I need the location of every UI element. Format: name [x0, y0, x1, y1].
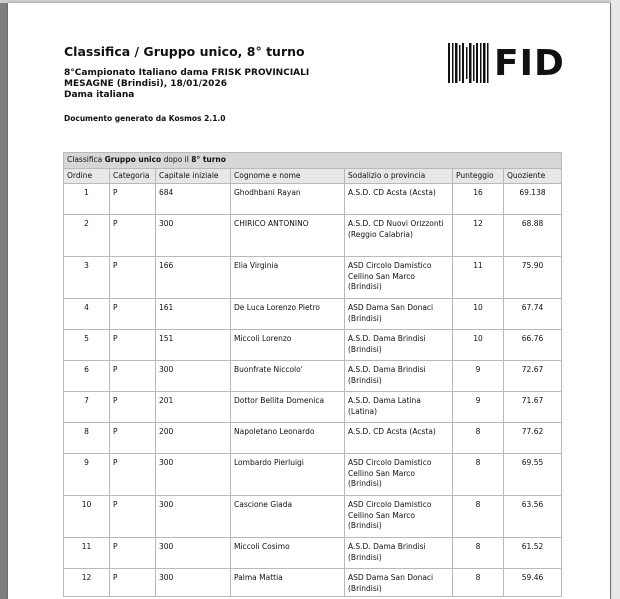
- caption-group: Gruppo unico: [104, 155, 162, 164]
- cell-quoziente: 72.67: [504, 361, 562, 392]
- cell-categoria: P: [110, 392, 156, 423]
- caption-prefix: Classifica: [67, 155, 105, 164]
- table-row: [64, 538, 562, 569]
- cell-punteggio: 8: [453, 454, 504, 496]
- table-header-row: [64, 168, 562, 184]
- cell-ordine: 11: [64, 538, 110, 569]
- column-header-capitale: Capitale iniziale: [156, 168, 231, 184]
- viewer-scrollbar[interactable]: [611, 0, 620, 599]
- cell-quoziente: 69.138: [504, 184, 562, 215]
- cell-nome: Miccoli Cosimo: [231, 538, 345, 569]
- cell-nome: Lombardo Pierluigi: [231, 454, 345, 496]
- cell-capitale: 300: [156, 569, 231, 597]
- cell-categoria: P: [110, 184, 156, 215]
- cell-punteggio: 8: [453, 496, 504, 538]
- cell-punteggio: 9: [453, 361, 504, 392]
- cell-capitale: 300: [156, 538, 231, 569]
- cell-punteggio: 8: [453, 569, 504, 597]
- cell-sodalizio: ASD Circolo Damistico Cellino San Marco (Brindisi): [345, 454, 453, 496]
- cell-ordine: 6: [64, 361, 110, 392]
- table-body: [64, 184, 562, 597]
- cell-nome: Ghodhbani Rayan: [231, 184, 345, 215]
- cell-punteggio: 10: [453, 330, 504, 361]
- column-header-punteggio: Punteggio: [453, 168, 504, 184]
- table-row: [64, 330, 562, 361]
- cell-nome: Palma Mattia: [231, 569, 345, 597]
- table-row: [64, 215, 562, 257]
- caption-middle: dopo il: [161, 155, 192, 164]
- cell-categoria: P: [110, 569, 156, 597]
- cell-quoziente: 68.88: [504, 215, 562, 257]
- cell-capitale: 166: [156, 257, 231, 299]
- table-row: [64, 257, 562, 299]
- cell-ordine: 5: [64, 330, 110, 361]
- cell-categoria: P: [110, 423, 156, 454]
- cell-punteggio: 12: [453, 215, 504, 257]
- generated-by: Documento generato da Kosmos 2.1.0: [64, 114, 226, 123]
- table-row: [64, 392, 562, 423]
- cell-sodalizio: ASD Dama San Donaci (Brindisi): [345, 569, 453, 597]
- cell-ordine: 7: [64, 392, 110, 423]
- cell-capitale: 151: [156, 330, 231, 361]
- cell-quoziente: 63.56: [504, 496, 562, 538]
- table-row: [64, 299, 562, 330]
- cell-categoria: P: [110, 299, 156, 330]
- cell-sodalizio: A.S.D. CD Nuovi Orizzonti (Reggio Calabria): [345, 215, 453, 257]
- cell-capitale: 161: [156, 299, 231, 330]
- cell-capitale: 300: [156, 454, 231, 496]
- cell-punteggio: 9: [453, 392, 504, 423]
- cell-ordine: 10: [64, 496, 110, 538]
- cell-sodalizio: ASD Dama San Donaci (Brindisi): [345, 299, 453, 330]
- cell-categoria: P: [110, 454, 156, 496]
- cell-categoria: P: [110, 496, 156, 538]
- cell-quoziente: 61.52: [504, 538, 562, 569]
- document-page: [8, 3, 610, 599]
- cell-sodalizio: ASD Circolo Damistico Cellino San Marco (Brindisi): [345, 257, 453, 299]
- cell-categoria: P: [110, 538, 156, 569]
- table-caption: [64, 153, 562, 169]
- cell-ordine: 3: [64, 257, 110, 299]
- cell-ordine: 1: [64, 184, 110, 215]
- cell-nome: Elia Virginia: [231, 257, 345, 299]
- logo-barcode-icon: [448, 43, 492, 83]
- cell-categoria: P: [110, 215, 156, 257]
- column-header-quoziente: Quoziente: [504, 168, 562, 184]
- table-row: [64, 184, 562, 215]
- cell-nome: Dottor Bellita Domenica: [231, 392, 345, 423]
- page-title: Classifica / Gruppo unico, 8° turno: [64, 44, 305, 59]
- cell-punteggio: 8: [453, 423, 504, 454]
- cell-nome: CHIRICO ANTONINO: [231, 215, 345, 257]
- standings-table: [63, 152, 562, 597]
- table-row: [64, 454, 562, 496]
- caption-round: 8° turno: [191, 155, 226, 164]
- cell-sodalizio: A.S.D. Dama Latina (Latina): [345, 392, 453, 423]
- cell-sodalizio: A.S.D. CD Acsta (Acsta): [345, 184, 453, 215]
- cell-punteggio: 10: [453, 299, 504, 330]
- cell-capitale: 300: [156, 215, 231, 257]
- cell-nome: Cascione Giada: [231, 496, 345, 538]
- cell-ordine: 12: [64, 569, 110, 597]
- cell-ordine: 9: [64, 454, 110, 496]
- cell-nome: De Luca Lorenzo Pietro: [231, 299, 345, 330]
- cell-sodalizio: A.S.D. Dama Brindisi (Brindisi): [345, 361, 453, 392]
- event-info: [64, 68, 309, 101]
- cell-capitale: 300: [156, 496, 231, 538]
- logo-text: FID: [494, 43, 565, 84]
- cell-categoria: P: [110, 257, 156, 299]
- cell-sodalizio: A.S.D. Dama Brindisi (Brindisi): [345, 538, 453, 569]
- cell-sodalizio: A.S.D. Dama Brindisi (Brindisi): [345, 330, 453, 361]
- cell-quoziente: 66.76: [504, 330, 562, 361]
- cell-quoziente: 71.67: [504, 392, 562, 423]
- championship-name: 8°Campionato Italiano dama FRISK PROVINCIALI: [64, 68, 310, 78]
- cell-ordine: 8: [64, 423, 110, 454]
- cell-ordine: 2: [64, 215, 110, 257]
- table-row: [64, 423, 562, 454]
- cell-punteggio: 8: [453, 538, 504, 569]
- cell-sodalizio: ASD Circolo Damistico Cellino San Marco (Brindisi): [345, 496, 453, 538]
- cell-quoziente: 69.55: [504, 454, 562, 496]
- cell-capitale: 300: [156, 361, 231, 392]
- cell-punteggio: 16: [453, 184, 504, 215]
- cell-nome: Napoletano Leonardo: [231, 423, 345, 454]
- table-caption-row: [64, 153, 562, 169]
- cell-quoziente: 77.62: [504, 423, 562, 454]
- cell-ordine: 4: [64, 299, 110, 330]
- cell-sodalizio: A.S.D. CD Acsta (Acsta): [345, 423, 453, 454]
- cell-categoria: P: [110, 361, 156, 392]
- column-header-sodalizio: Sodalizio o provincia: [345, 168, 453, 184]
- cell-quoziente: 67.74: [504, 299, 562, 330]
- cell-nome: Buonfrate Niccolo': [231, 361, 345, 392]
- table-row: [64, 496, 562, 538]
- column-header-categoria: Categoria: [110, 168, 156, 184]
- cell-capitale: 201: [156, 392, 231, 423]
- cell-nome: Miccoli Lorenzo: [231, 330, 345, 361]
- discipline: Dama italiana: [64, 90, 135, 100]
- column-header-nome: Cognome e nome: [231, 168, 345, 184]
- cell-quoziente: 59.46: [504, 569, 562, 597]
- cell-categoria: P: [110, 330, 156, 361]
- cell-punteggio: 11: [453, 257, 504, 299]
- cell-quoziente: 75.90: [504, 257, 562, 299]
- cell-capitale: 200: [156, 423, 231, 454]
- column-header-ordine: Ordine: [64, 168, 110, 184]
- table-row: [64, 361, 562, 392]
- table-row: [64, 569, 562, 597]
- fid-logo: [448, 43, 563, 83]
- cell-capitale: 684: [156, 184, 231, 215]
- location-date: MESAGNE (Brindisi), 18/01/2026: [64, 79, 227, 89]
